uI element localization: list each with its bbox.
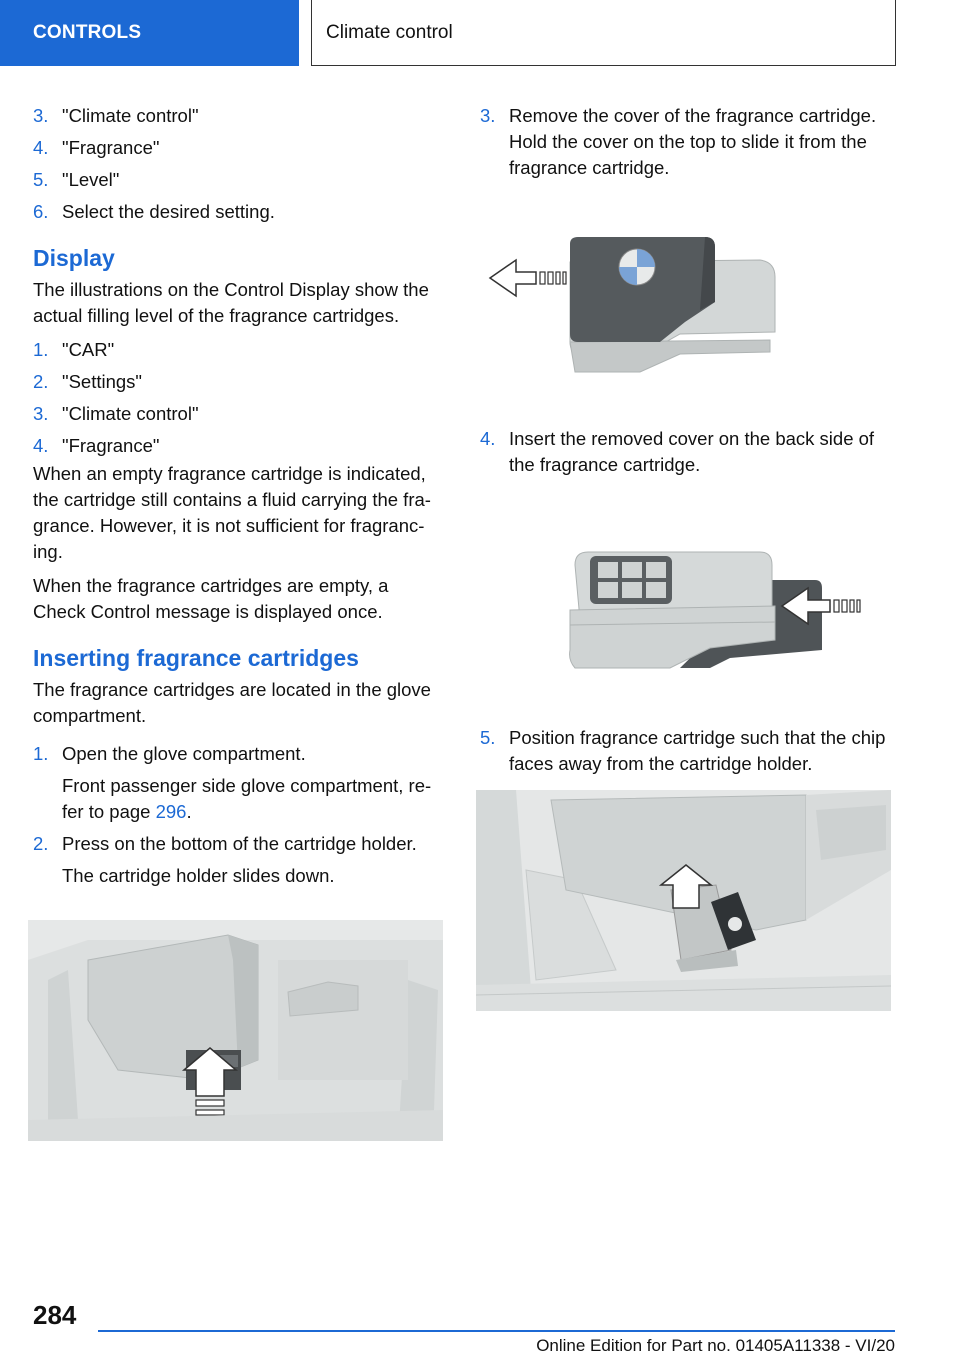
step-number: 5. bbox=[33, 169, 49, 190]
list-item bbox=[33, 135, 445, 161]
list-item bbox=[480, 426, 892, 478]
step-text: "CAR" bbox=[62, 339, 115, 360]
step-number: 5. bbox=[480, 727, 496, 748]
right-column bbox=[480, 103, 892, 187]
insert-intro: The fragrance cartridges are located in the glove compartment. bbox=[33, 679, 431, 726]
cartridge-position-illustration bbox=[476, 790, 891, 1011]
step-text: Press on the bottom of the cartridge holder. bbox=[62, 833, 417, 854]
cartridge-cover-removal-illustration bbox=[480, 222, 790, 382]
subtext-suffix: . bbox=[186, 801, 192, 822]
list-item bbox=[33, 369, 445, 395]
list-item bbox=[33, 831, 445, 889]
header-section-tab: CONTROLS bbox=[0, 0, 299, 66]
list-item bbox=[480, 725, 892, 777]
step-number: 4. bbox=[33, 137, 49, 158]
right-step-5 bbox=[480, 725, 892, 783]
cover-insert-back-illustration bbox=[560, 540, 880, 680]
glove-compartment-illustration bbox=[28, 920, 443, 1141]
list-item bbox=[33, 741, 445, 825]
display-heading: Display bbox=[33, 245, 115, 271]
step-text: "Climate control" bbox=[62, 105, 199, 126]
list-item bbox=[33, 199, 445, 225]
right-step-4 bbox=[480, 426, 892, 484]
step-number: 1. bbox=[33, 743, 49, 764]
list-item bbox=[33, 167, 445, 193]
list-item bbox=[33, 433, 445, 459]
page-link[interactable]: 296 bbox=[155, 801, 187, 822]
step-subtext: The cartridge holder slides down. bbox=[62, 865, 335, 886]
insert-heading: Inserting fragrance cartridges bbox=[33, 645, 359, 671]
footer-edition: Online Edition for Part no. 01405A11338 - VI/20 bbox=[536, 1336, 895, 1355]
header-topic bbox=[311, 0, 896, 66]
display-paragraph: When an empty fragrance cartridge is indicated, the cartridge still contains a fluid carrying the fragrance. However, it is not sufficient for fragrancing. bbox=[33, 463, 431, 562]
step-text: Open the glove compartment. bbox=[62, 743, 306, 764]
display-intro: The illustrations on the Control Display show the actual filling level of the fragrance cartridges. bbox=[33, 279, 429, 326]
step-text: "Fragrance" bbox=[62, 137, 160, 158]
step-number: 6. bbox=[33, 201, 49, 222]
step-text: Position fragrance cartridge such that the chip faces away from the cartridge holder. bbox=[509, 727, 886, 774]
step-number: 3. bbox=[480, 105, 496, 126]
display-paragraph: When the fragrance cartridges are empty, a Check Control message is displayed once. bbox=[33, 575, 389, 622]
step-subtext bbox=[62, 773, 445, 825]
step-text: Remove the cover of the fragrance cartridge. Hold the cover on the top to slide it from the fragrance cartridge. bbox=[509, 105, 877, 178]
header-topic-label: Climate control bbox=[326, 21, 453, 43]
list-item bbox=[33, 337, 445, 363]
step-text: Insert the removed cover on the back side of the fragrance cartridge. bbox=[509, 428, 875, 475]
step-text: "Settings" bbox=[62, 371, 142, 392]
page-number: 284 bbox=[33, 1300, 77, 1330]
step-number: 3. bbox=[33, 403, 49, 424]
step-text: Select the desired setting. bbox=[62, 201, 275, 222]
footer-divider bbox=[98, 1330, 895, 1332]
list-item bbox=[480, 103, 892, 181]
step-number: 4. bbox=[480, 428, 496, 449]
step-number: 3. bbox=[33, 105, 49, 126]
step-number: 4. bbox=[33, 435, 49, 456]
list-item bbox=[33, 401, 445, 427]
step-text: "Level" bbox=[62, 169, 120, 190]
step-number: 1. bbox=[33, 339, 49, 360]
step-text: "Climate control" bbox=[62, 403, 199, 424]
step-number: 2. bbox=[33, 833, 49, 854]
list-item bbox=[33, 103, 445, 129]
step-number: 2. bbox=[33, 371, 49, 392]
subtext-prefix: Front passenger side glove compartment, refer to page bbox=[62, 775, 432, 822]
left-column bbox=[33, 103, 445, 895]
step-text: "Fragrance" bbox=[62, 435, 160, 456]
